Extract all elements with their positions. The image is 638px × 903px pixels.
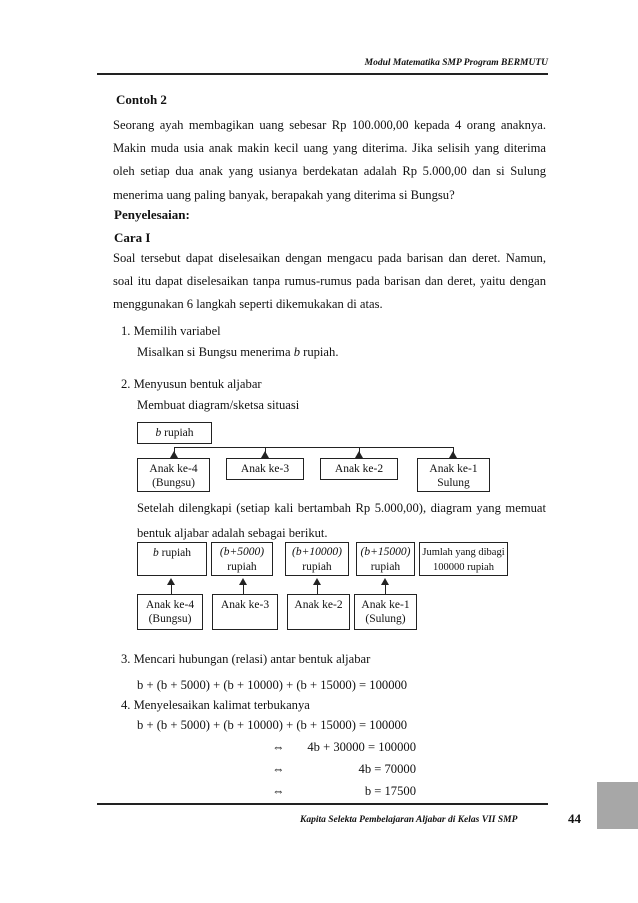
example-heading: Contoh 2	[116, 92, 167, 107]
equation-1: b + (b + 5000) + (b + 10000) + (b + 15000) = 100000	[137, 718, 408, 732]
algebra-child-anak-1: Anak ke-1 (Sulung)	[354, 594, 417, 630]
step-1-text: Misalkan si Bungsu menerima b rupiah.	[137, 345, 339, 359]
solution-intro: Soal tersebut dapat diselesaikan dengan mengacu pada barisan dan deret. Namun, soal itu dapat diselesaikan tanpa rumus-rumus pada barisan dan deret, yaitu dengan menggunakan 6 langkah seperti dikemukakan di atas.	[113, 251, 546, 312]
algebra-box-b: b rupiah	[137, 542, 207, 576]
step-3-title: 3. Mencari hubungan (relasi) antar bentuk aljabar	[121, 652, 371, 666]
solution-heading: Penyelesaian:	[114, 207, 190, 222]
equation-3: 4b = 70000	[358, 762, 416, 776]
arrow-head	[239, 578, 247, 585]
algebra-box-total: Jumlah yang dibagi 100000 rupiah	[419, 542, 508, 576]
page-tab-marker	[597, 782, 638, 829]
arrow-head	[261, 451, 269, 458]
child-box-anak-4: Anak ke-4 (Bungsu)	[137, 458, 210, 492]
connector-line	[175, 447, 454, 448]
header-title: Modul Matematika SMP Program BERMUTU	[364, 58, 548, 68]
algebra-child-anak-2: Anak ke-2	[287, 594, 350, 630]
footer-title: Kapita Selekta Pembelajaran Aljabar di Kelas VII SMP	[300, 815, 518, 825]
arrow-head	[170, 451, 178, 458]
step-2-title: 2. Menyusun bentuk aljabar	[121, 377, 262, 391]
page-number: 44	[568, 811, 581, 826]
relation-equation: b + (b + 5000) + (b + 10000) + (b + 15000) = 100000	[137, 678, 408, 692]
equiv-symbol: ⇔	[272, 784, 285, 798]
arrow-head	[355, 451, 363, 458]
equiv-symbol: ⇔	[272, 740, 285, 754]
equation-2: 4b + 30000 = 100000	[307, 740, 416, 754]
method-heading: Cara I	[114, 230, 151, 245]
step-4-title: 4. Menyelesaikan kalimat terbukanya	[121, 698, 310, 712]
algebra-child-anak-3: Anak ke-3	[212, 594, 278, 630]
step-2-text: Membuat diagram/sketsa situasi	[137, 398, 300, 412]
child-box-anak-3: Anak ke-3	[226, 458, 304, 480]
equiv-symbol: ⇔	[272, 762, 285, 776]
algebra-box-b10000: (b+10000) rupiah	[285, 542, 349, 576]
equation-4: b = 17500	[364, 784, 416, 798]
arrow-head	[381, 578, 389, 585]
footer-rule	[97, 803, 548, 805]
arrow-head	[167, 578, 175, 585]
arrow-head	[313, 578, 321, 585]
child-box-anak-1: Anak ke-1 Sulung	[417, 458, 490, 492]
algebra-box-b5000: (b+5000) rupiah	[211, 542, 273, 576]
step-2-after-text: Setelah dilengkapi (setiap kali bertambah Rp 5.000,00), diagram yang memuat bentuk aljabar adalah sebagai berikut.	[137, 501, 546, 540]
header-rule	[97, 73, 548, 75]
top-box-b: b rupiah	[137, 422, 212, 444]
child-box-anak-2: Anak ke-2	[320, 458, 398, 480]
algebra-box-b15000: (b+15000) rupiah	[356, 542, 415, 576]
arrow-head	[449, 451, 457, 458]
algebra-child-anak-4: Anak ke-4 (Bungsu)	[137, 594, 203, 630]
step-1-title: 1. Memilih variabel	[121, 324, 221, 338]
example-text: Seorang ayah membagikan uang sebesar Rp 100.000,00 kepada 4 orang anaknya. Makin muda usia anak makin kecil uang yang diterima. Jika selisih yang diterima oleh setiap dua anak yang usianya berdekatan adalah Rp 5.000,00 dan si Sulung menerima uang paling banyak, berapakah yang diterima si Bungsu?	[113, 118, 546, 202]
